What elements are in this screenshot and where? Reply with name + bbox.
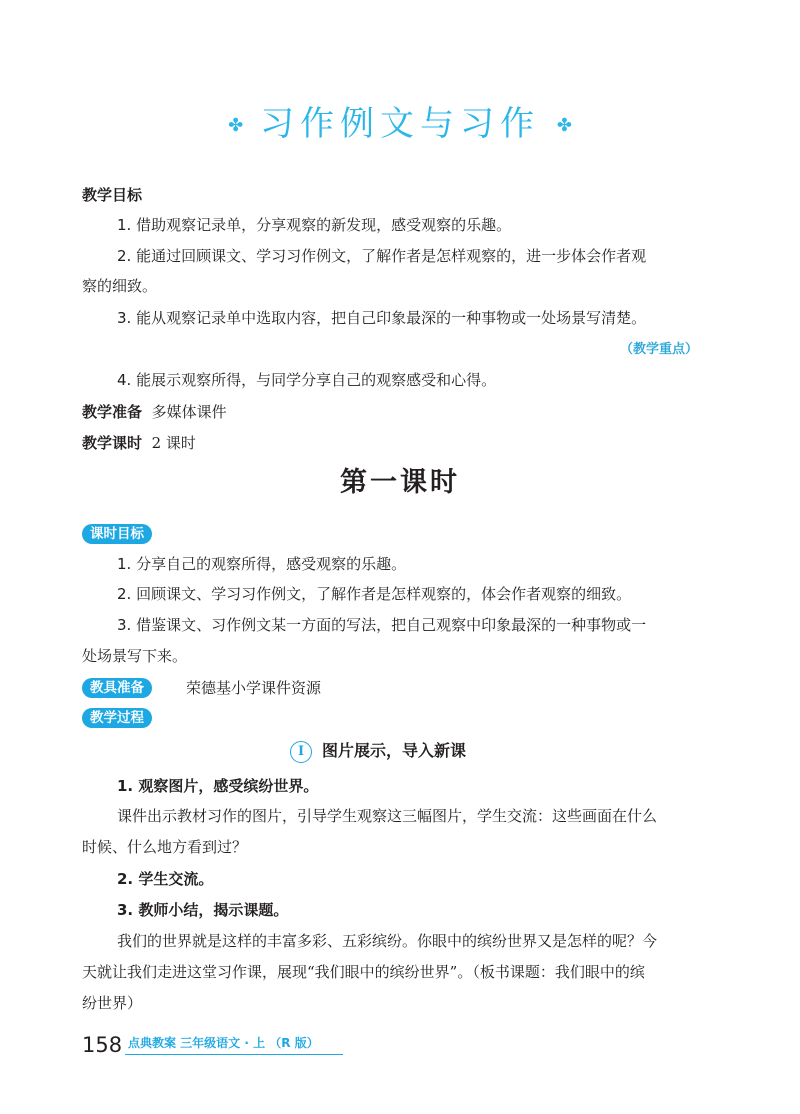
objective-3: 3. 能从观察记录单中选取内容，把自己印象最深的一种事物或一处场景写清楚。 [117, 309, 647, 327]
step-3-heading: 3. 教师小结，揭示课题。 [117, 901, 289, 919]
lesson-title: 第一课时 [340, 467, 460, 498]
periods-row: 教学课时 2 课时 [82, 434, 196, 452]
chapter-title-text: 习作例文与习作 [260, 104, 540, 144]
clover-ornament-left-icon: ✤ [228, 115, 244, 136]
lesson-objective-3: 3. 借鉴课文、习作例文某一方面的写法，把自己观察中印象最深的一种事物或一 [117, 616, 647, 634]
step-3-body-line-1: 我们的世界就是这样的丰富多彩、五彩缤纷。你眼中的缤纷世界又是怎样的呢？今 [117, 932, 658, 950]
step-1-body-line-1: 课件出示教材习作的图片，引导学生观察这三幅图片，学生交流：这些画面在什么 [117, 807, 658, 825]
book-title: 点典教案 三年级语文 · 上 （R 版） [128, 1036, 319, 1050]
chapter-title [0, 96, 800, 145]
objective-4: 4. 能展示观察所得，与同学分享自己的观察感受和心得。 [117, 371, 497, 389]
key-point-note: （教学重点） [620, 342, 699, 357]
objective-1: 1. 借助观察记录单，分享观察的新发现，感受观察的乐趣。 [117, 216, 512, 234]
section-title: 图片展示，导入新课 [322, 741, 467, 760]
lesson-objective-3-continued: 处场景写下来。 [82, 647, 188, 665]
step-1-body-line-2: 时候、什么地方看到过？ [82, 838, 248, 856]
page-number: 158 [82, 1033, 123, 1057]
section-heading [290, 740, 466, 763]
step-3-body-line-2: 天就让我们走进这堂习作课，展现“我们眼中的缤纷世界”。（板书课题：我们眼中的缤 [82, 963, 645, 981]
step-2-heading: 2. 学生交流。 [117, 870, 214, 888]
objectives-heading: 教学目标 [82, 186, 143, 204]
section-number-badge: I [290, 741, 312, 763]
step-3-body-line-3: 纷世界） [82, 994, 143, 1012]
lesson-objectives-badge: 课时目标 [82, 524, 152, 544]
preparation-row: 教学准备 多媒体课件 [82, 403, 227, 421]
objective-2: 2. 能通过回顾课文、学习习作例文，了解作者是怎样观察的，进一步体会作者观 [117, 247, 647, 265]
teaching-process-badge: 教学过程 [82, 708, 152, 728]
lesson-objective-2: 2. 回顾课文、学习习作例文，了解作者是怎样观察的，体会作者观察的细致。 [117, 585, 632, 603]
teaching-aids-value: 荣德基小学课件资源 [186, 679, 322, 697]
footer-rule [125, 1054, 343, 1055]
lesson-objective-1: 1. 分享自己的观察所得，感受观察的乐趣。 [117, 555, 407, 573]
step-1-heading: 1. 观察图片，感受缤纷世界。 [117, 777, 319, 795]
objective-2-continued: 察的细致。 [82, 277, 158, 295]
clover-ornament-right-icon: ✤ [556, 115, 572, 136]
teaching-aids-badge: 教具准备 [82, 678, 152, 698]
